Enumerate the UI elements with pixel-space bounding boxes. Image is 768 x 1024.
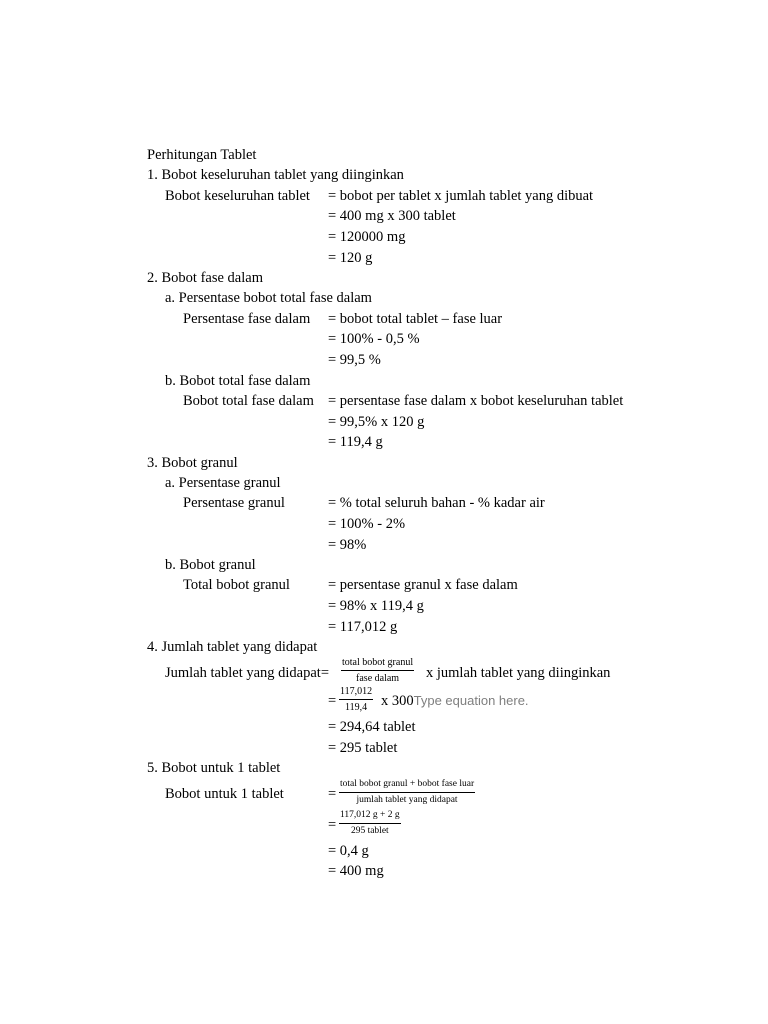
section-1-line-3: = 120000 mg: [328, 229, 406, 245]
section-4-fraction-1: [341, 656, 414, 685]
section-4-line-4: = 295 tablet: [328, 740, 398, 756]
fraction-denominator: 119,4: [345, 702, 368, 713]
fraction-denominator: jumlah tablet yang didapat: [356, 795, 458, 805]
section-4-fraction-2: [339, 685, 373, 714]
section-2-heading: 2. Bobot fase dalam: [147, 270, 263, 286]
section-3a-line-2: = 100% - 2%: [328, 516, 406, 532]
fraction-denominator: fase dalam: [356, 673, 400, 684]
section-4-label: Jumlah tablet yang didapat=: [165, 665, 330, 681]
section-3a-line-1: = % total seluruh bahan - % kadar air: [328, 495, 545, 511]
fraction-denominator: 295 tablet: [350, 826, 389, 836]
section-3b-line-3: = 117,012 g: [328, 619, 398, 635]
section-5-eq-sign-1: =: [328, 786, 337, 802]
section-5-fraction-1: [339, 778, 475, 807]
section-2b-line-1: = persentase fase dalam x bobot keseluruhan tablet: [328, 393, 624, 409]
section-5-heading: 5. Bobot untuk 1 tablet: [147, 760, 281, 776]
section-2b-line-2: = 99,5% x 120 g: [328, 414, 425, 430]
fraction-numerator: 117,012: [339, 685, 373, 700]
section-2a-label: Persentase fase dalam: [183, 311, 311, 327]
section-2b-line-3: = 119,4 g: [328, 434, 383, 450]
section-4-line-2-tail: [381, 692, 529, 710]
document-title: Perhitungan Tablet: [147, 147, 257, 163]
section-3b-line-1: = persentase granul x fase dalam: [328, 577, 518, 593]
section-5-label: Bobot untuk 1 tablet: [165, 786, 284, 802]
section-2a-line-3: = 99,5 %: [328, 352, 381, 368]
section-5-fraction-2: [339, 809, 401, 838]
section-1-heading: 1. Bobot keseluruhan tablet yang diinginkan: [147, 167, 404, 183]
section-4-heading: 4. Jumlah tablet yang didapat: [147, 639, 318, 655]
fraction-numerator: total bobot granul + bobot fase luar: [339, 778, 475, 793]
section-2a-line-1: = bobot total tablet – fase luar: [328, 311, 503, 327]
section-5-line-3: = 0,4 g: [328, 843, 369, 859]
section-4-line-3: = 294,64 tablet: [328, 719, 416, 735]
fraction-numerator: total bobot granul: [341, 656, 414, 671]
section-4-line-1-tail: x jumlah tablet yang diinginkan: [426, 665, 611, 681]
section-2a-heading: a. Persentase bobot total fase dalam: [165, 290, 372, 306]
section-2b-heading: b. Bobot total fase dalam: [165, 373, 311, 389]
section-1-label: Bobot keseluruhan tablet: [165, 188, 310, 204]
section-2b-label: Bobot total fase dalam: [183, 393, 314, 409]
section-1-line-2: = 400 mg x 300 tablet: [328, 208, 456, 224]
section-3b-label: Total bobot granul: [183, 577, 290, 593]
section-3b-heading: b. Bobot granul: [165, 557, 256, 573]
multiplier-text: x 300: [381, 693, 414, 709]
section-1-line-4: = 120 g: [328, 250, 373, 266]
section-5-eq-sign-2: =: [328, 817, 337, 833]
section-3b-line-2: = 98% x 119,4 g: [328, 598, 424, 614]
section-3a-label: Persentase granul: [183, 495, 285, 511]
section-3-heading: 3. Bobot granul: [147, 455, 238, 471]
equation-placeholder[interactable]: Type equation here.: [413, 693, 529, 708]
section-2a-line-2: = 100% - 0,5 %: [328, 331, 420, 347]
section-3a-line-3: = 98%: [328, 537, 367, 553]
section-1-line-1: = bobot per tablet x jumlah tablet yang dibuat: [328, 188, 594, 204]
section-5-line-4: = 400 mg: [328, 863, 384, 879]
section-4-eq-sign: =: [328, 693, 337, 709]
fraction-numerator: 117,012 g + 2 g: [339, 809, 401, 824]
section-3a-heading: a. Persentase granul: [165, 475, 281, 491]
